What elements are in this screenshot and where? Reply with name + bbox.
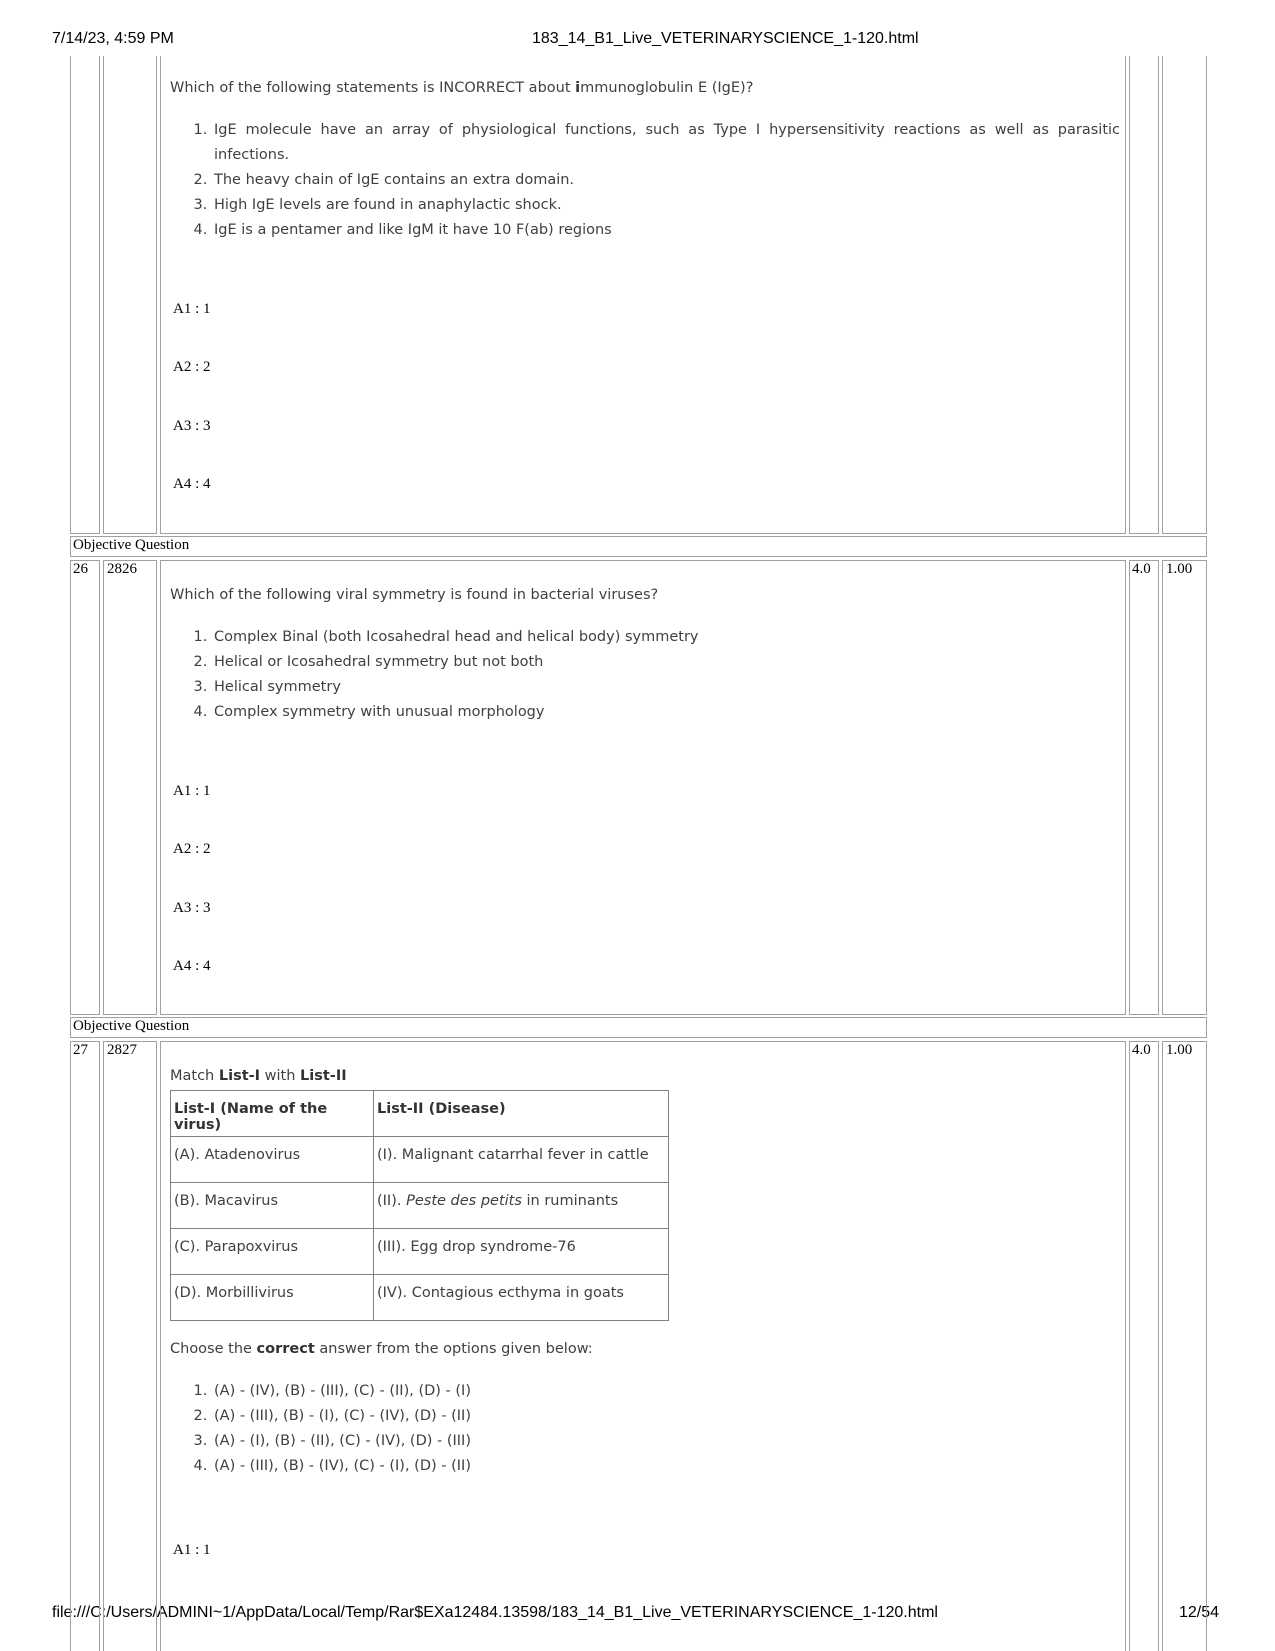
print-date: 7/14/23, 4:59 PM: [52, 30, 174, 47]
q25-stem: Which of the following statements is INCORRECT about immunoglobulin E (IgE)?: [170, 80, 754, 96]
q27-row-b-virus: (B). Macavirus: [171, 1183, 374, 1229]
q27-qid-cell: [103, 1041, 157, 1651]
q27-table-header-list1: List-I (Name of the virus): [171, 1091, 374, 1137]
q26-question: [170, 587, 1120, 725]
q27-option-3: 3. (A) - (I), (B) - (II), (C) - (IV), (D) - (III): [212, 1429, 1120, 1454]
q27-choose-instruction: Choose the correct answer from the options given below:: [170, 1341, 593, 1357]
q26-answer-4: A4 : 4: [173, 958, 211, 974]
q25-option-2: 2. The heavy chain of IgE contains an extra domain.: [212, 168, 1120, 193]
q25-sno-cell: [70, 56, 100, 534]
q26-answer-2: A2 : 2: [173, 841, 211, 857]
q27-row-a-virus: (A). Atadenovirus: [171, 1137, 374, 1183]
q27-row-d-virus: (D). Morbillivirus: [171, 1275, 374, 1321]
q26-type-cell: [70, 536, 1207, 557]
q27-table-header-list2: List-II (Disease): [374, 1091, 669, 1137]
q27-row-b-disease: (II). Peste des petits in ruminants: [374, 1183, 669, 1229]
q27-option-2: 2. (A) - (III), (B) - (I), (C) - (IV), (D) - (II): [212, 1404, 1120, 1429]
q27-stem: Match List-I with List-II: [170, 1068, 347, 1084]
q27-marks-cell: [1129, 1041, 1159, 1651]
q25-answer-2: A2 : 2: [173, 359, 211, 375]
q25-answer-3: A3 : 3: [173, 418, 211, 434]
q27-row-c-virus: (C). Parapoxvirus: [171, 1229, 374, 1275]
q26-sno-cell: [70, 560, 100, 1015]
q25-qid-cell: [103, 56, 157, 534]
q25-options: [170, 118, 1120, 243]
table-row: [171, 1275, 669, 1321]
q27-option-4: 4. (A) - (III), (B) - (IV), (C) - (I), (D) - (II): [212, 1454, 1120, 1479]
q27-marks: 4.0: [1132, 1042, 1151, 1058]
q26-neg-cell: [1162, 560, 1207, 1015]
q26-option-3: 3. Helical symmetry: [212, 675, 1120, 700]
q27-type-cell: [70, 1017, 1207, 1038]
q27-serial-number: 27: [73, 1042, 88, 1058]
q26-marks: 4.0: [1132, 561, 1151, 577]
q26-negative-marks: 1.00: [1166, 561, 1193, 577]
q27-sno-cell: [70, 1041, 100, 1651]
q25-marks-cell: [1129, 56, 1159, 534]
q26-qid-cell: [103, 560, 157, 1015]
q25-option-3: 3. High IgE levels are found in anaphylactic shock.: [212, 193, 1120, 218]
q27-option-1: 1. (A) - (IV), (B) - (III), (C) - (II), (D) - (I): [212, 1379, 1120, 1404]
q26-marks-cell: [1129, 560, 1159, 1015]
q26-option-4: 4. Complex symmetry with unusual morphology: [212, 700, 1120, 725]
q25-answer-1: A1 : 1: [173, 301, 211, 317]
q26-answer-3: A3 : 3: [173, 900, 211, 916]
table-row: [171, 1137, 669, 1183]
q27-neg-cell: [1162, 1041, 1207, 1651]
q26-type-label: Objective Question: [73, 537, 190, 553]
q25-option-1: 1. IgE molecule have an array of physiological functions, such as Type I hypersensitivity reactions as well as parasitic infections.: [212, 118, 1120, 168]
table-row: [171, 1183, 669, 1229]
q25-option-4: 4. IgE is a pentamer and like IgM it have 10 F(ab) regions: [212, 218, 1120, 243]
q27-match-table: [170, 1090, 669, 1321]
q27-row-c-disease: (III). Egg drop syndrome-76: [374, 1229, 669, 1275]
print-page-number: 12/54: [1179, 1604, 1220, 1621]
q27-row-a-disease: (I). Malignant catarrhal fever in cattle: [374, 1137, 669, 1183]
q27-question-id: 2827: [107, 1042, 137, 1058]
q26-answer-1: A1 : 1: [173, 783, 211, 799]
q27-table-header-row: [171, 1091, 669, 1137]
q27-options: [170, 1379, 1120, 1479]
q26-question-id: 2826: [107, 561, 137, 577]
q26-serial-number: 26: [73, 561, 88, 577]
q25-answer-4: A4 : 4: [173, 476, 211, 492]
q27-type-label: Objective Question: [73, 1018, 190, 1034]
table-row: [171, 1229, 669, 1275]
q27-row-d-disease: (IV). Contagious ecthyma in goats: [374, 1275, 669, 1321]
q25-neg-cell: [1162, 56, 1207, 534]
q26-option-1: 1. Complex Binal (both Icosahedral head and helical body) symmetry: [212, 625, 1120, 650]
q26-options: [170, 625, 1120, 725]
q26-stem: Which of the following viral symmetry is found in bacterial viruses?: [170, 587, 659, 603]
print-file-path: file:///C:/Users/ADMINI~1/AppData/Local/Temp/Rar$EXa12484.13598/183_14_B1_Live_VETERINARYSCIENCE_1-120.html: [52, 1604, 938, 1621]
print-doc-title: 183_14_B1_Live_VETERINARYSCIENCE_1-120.html: [532, 30, 919, 47]
q27-answer-1: A1 : 1: [173, 1542, 211, 1558]
q26-option-2: 2. Helical or Icosahedral symmetry but not both: [212, 650, 1120, 675]
q27-negative-marks: 1.00: [1166, 1042, 1193, 1058]
q27-question: [170, 1068, 1120, 1479]
q25-question: [170, 80, 1120, 243]
